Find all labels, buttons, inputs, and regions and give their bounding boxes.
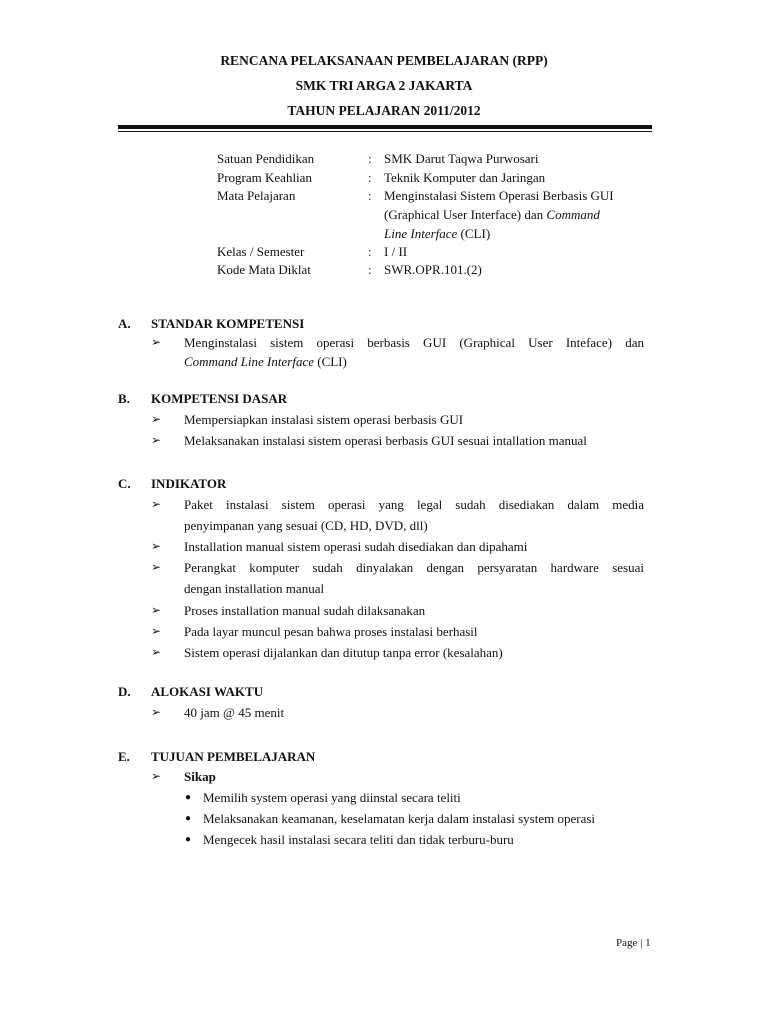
list-item: Proses installation manual sudah dilaksanakan	[184, 603, 426, 618]
arrow-bullet-icon: ➢	[151, 335, 162, 349]
arrow-bullet-icon: ➢	[151, 560, 162, 574]
section-letter: E.	[118, 749, 130, 764]
list-item: Installation manual sistem operasi sudah disediakan dan dipahami	[184, 539, 528, 554]
info-colon: :	[368, 170, 372, 185]
info-value: Menginstalasi Sistem Operasi Berbasis GUI	[384, 188, 614, 203]
info-colon: :	[368, 151, 372, 166]
academic-year: TAHUN PELAJARAN 2011/2012	[287, 103, 481, 118]
arrow-bullet-icon: ➢	[151, 769, 162, 783]
section-title: STANDAR KOMPETENSI	[151, 316, 305, 331]
list-item: Paket instalasi sistem operasi yang legal sudah disediakan dalam media	[184, 497, 644, 512]
section-title: KOMPETENSI DASAR	[151, 391, 288, 406]
section-letter: C.	[118, 476, 131, 491]
list-item: Mempersiapkan instalasi sistem operasi berbasis GUI	[184, 412, 464, 427]
list-item: Pada layar muncul pesan bahwa proses instalasi berhasil	[184, 624, 478, 639]
arrow-bullet-icon: ➢	[151, 603, 162, 617]
arrow-bullet-icon: ➢	[151, 412, 162, 426]
list-item: 40 jam @ 45 menit	[184, 705, 285, 720]
list-item-continued: Command Line Interface (CLI)	[184, 354, 347, 369]
subsection-title: Sikap	[184, 769, 216, 784]
info-colon: :	[368, 262, 372, 277]
arrow-bullet-icon: ➢	[151, 705, 162, 719]
list-item: Mengecek hasil instalasi secara teliti dan tidak terburu-buru	[203, 832, 514, 847]
list-item-continued: dengan installation manual	[184, 581, 325, 596]
header-rule-thick	[118, 125, 652, 129]
section-title: ALOKASI WAKTU	[151, 684, 264, 699]
info-label: Mata Pelajaran	[217, 188, 296, 203]
round-bullet-icon: ●	[185, 792, 192, 803]
arrow-bullet-icon: ➢	[151, 433, 162, 447]
info-value: I / II	[384, 244, 408, 259]
info-label: Program Keahlian	[217, 170, 312, 185]
info-value-continued: Line Interface (CLI)	[384, 226, 491, 241]
list-item: Memilih system operasi yang diinstal secara teliti	[203, 790, 461, 805]
arrow-bullet-icon: ➢	[151, 539, 162, 553]
arrow-bullet-icon: ➢	[151, 645, 162, 659]
section-letter: A.	[118, 316, 131, 331]
arrow-bullet-icon: ➢	[151, 497, 162, 511]
list-item-continued: penyimpanan yang sesuai (CD, HD, DVD, dll)	[184, 518, 428, 533]
list-item: Sistem operasi dijalankan dan ditutup tanpa error (kesalahan)	[184, 645, 503, 660]
section-letter: B.	[118, 391, 130, 406]
info-label: Kelas / Semester	[217, 244, 305, 259]
info-value: SWR.OPR.101.(2)	[384, 262, 482, 277]
document-title: RENCANA PELAKSANAAN PEMBELAJARAN (RPP)	[220, 53, 548, 68]
list-item: Melaksanakan instalasi sistem operasi berbasis GUI sesuai intallation manual	[184, 433, 587, 448]
info-label: Kode Mata Diklat	[217, 262, 311, 277]
school-name: SMK TRI ARGA 2 JAKARTA	[295, 78, 473, 93]
info-colon: :	[368, 244, 372, 259]
section-title: TUJUAN PEMBELAJARAN	[151, 749, 316, 764]
page-number: Page | 1	[616, 937, 651, 949]
section-title: INDIKATOR	[151, 476, 227, 491]
round-bullet-icon: ●	[185, 813, 192, 824]
info-value: Teknik Komputer dan Jaringan	[384, 170, 546, 185]
info-label: Satuan Pendidikan	[217, 151, 315, 166]
round-bullet-icon: ●	[185, 834, 192, 845]
list-item: Perangkat komputer sudah dinyalakan dengan persyaratan hardware sesuai	[184, 560, 644, 575]
info-value-continued: (Graphical User Interface) dan Command	[384, 207, 600, 222]
list-item: Melaksanakan keamanan, keselamatan kerja dalam instalasi system operasi	[203, 811, 596, 826]
list-item: Menginstalasi sistem operasi berbasis GUI (Graphical User Inteface) dan	[184, 335, 644, 350]
info-colon: :	[368, 188, 372, 203]
section-letter: D.	[118, 684, 131, 699]
arrow-bullet-icon: ➢	[151, 624, 162, 638]
header-rule-thin	[118, 131, 652, 132]
info-value: SMK Darut Taqwa Purwosari	[384, 151, 539, 166]
